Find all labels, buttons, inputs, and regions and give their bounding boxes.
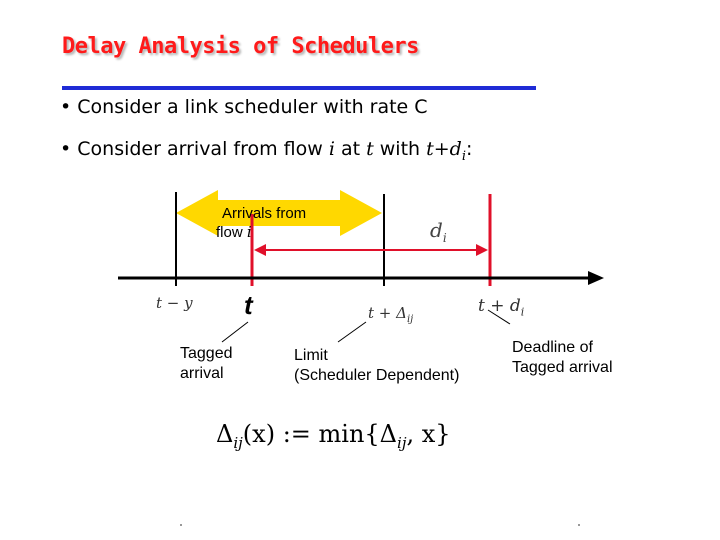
tagged-line2: arrival	[180, 365, 224, 382]
formula-mid: (x) := min{Δ	[242, 420, 398, 448]
limit-line1: Limit	[294, 347, 328, 364]
bullet-marker: •	[60, 96, 72, 118]
bullet-2-var-t: t	[366, 138, 374, 160]
bullet-2-var-i: i	[328, 138, 335, 160]
tick-label-t-minus-y: t − y	[156, 294, 193, 312]
di-label	[430, 218, 447, 245]
tick-label-t-plus-d-main: t + d	[478, 296, 521, 316]
di-label-d: d	[430, 218, 443, 242]
di-label-sub: i	[442, 231, 447, 245]
tick-label-t: t	[244, 290, 253, 320]
bullet-2-text-a: Consider arrival from flow	[77, 138, 329, 160]
time-axis-arrowhead	[588, 271, 604, 285]
slide-title: Delay Analysis of Schedulers	[62, 34, 419, 59]
limit-leader	[338, 322, 366, 342]
di-arrowhead-left	[254, 244, 266, 256]
deadline-line2: Tagged arrival	[512, 359, 613, 376]
formula-lhs: Δ	[216, 420, 234, 448]
arrivals-label	[216, 205, 307, 242]
arrivals-label-line2	[216, 223, 306, 242]
tagged-line1: Tagged	[180, 345, 233, 362]
bullet-1-text: Consider a link scheduler with rate C	[77, 96, 428, 118]
bullet-2-text-b: at	[334, 138, 367, 160]
footer-dot-left	[180, 524, 182, 526]
di-arrowhead-right	[476, 244, 488, 256]
tick-label-t-plus-delta	[368, 304, 413, 325]
deadline-line1: Deadline of	[512, 339, 593, 356]
tick-label-t-plus-delta-sub: ij	[406, 314, 414, 325]
bullet-2-sub-i: i	[461, 148, 466, 164]
deadline-annotation	[512, 338, 613, 378]
delta-formula	[216, 420, 451, 452]
bullet-2-text-c: with	[373, 138, 427, 160]
arrivals-label-var: i	[246, 223, 252, 241]
bullet-2-var-tplusd: t+d	[426, 138, 462, 160]
formula-rhs-sub: ij	[397, 433, 407, 452]
bullet-2-colon: :	[466, 138, 473, 160]
tagged-leader	[222, 322, 248, 342]
formula-lhs-sub: ij	[233, 433, 243, 452]
arrivals-label-line1: Arrivals from	[222, 205, 307, 222]
tagged-arrival-annotation	[180, 344, 233, 384]
arrivals-label-flow: flow	[216, 224, 247, 241]
bullet-marker: •	[60, 138, 72, 160]
tick-label-t-plus-d-sub: i	[520, 305, 525, 319]
formula-tail: , x}	[406, 420, 451, 448]
footer-dot-right	[578, 524, 580, 526]
limit-annotation	[294, 346, 459, 386]
tick-label-t-plus-d	[478, 296, 524, 318]
limit-line2: (Scheduler Dependent)	[294, 367, 460, 384]
tick-label-t-plus-delta-main: t + Δ	[368, 304, 407, 322]
